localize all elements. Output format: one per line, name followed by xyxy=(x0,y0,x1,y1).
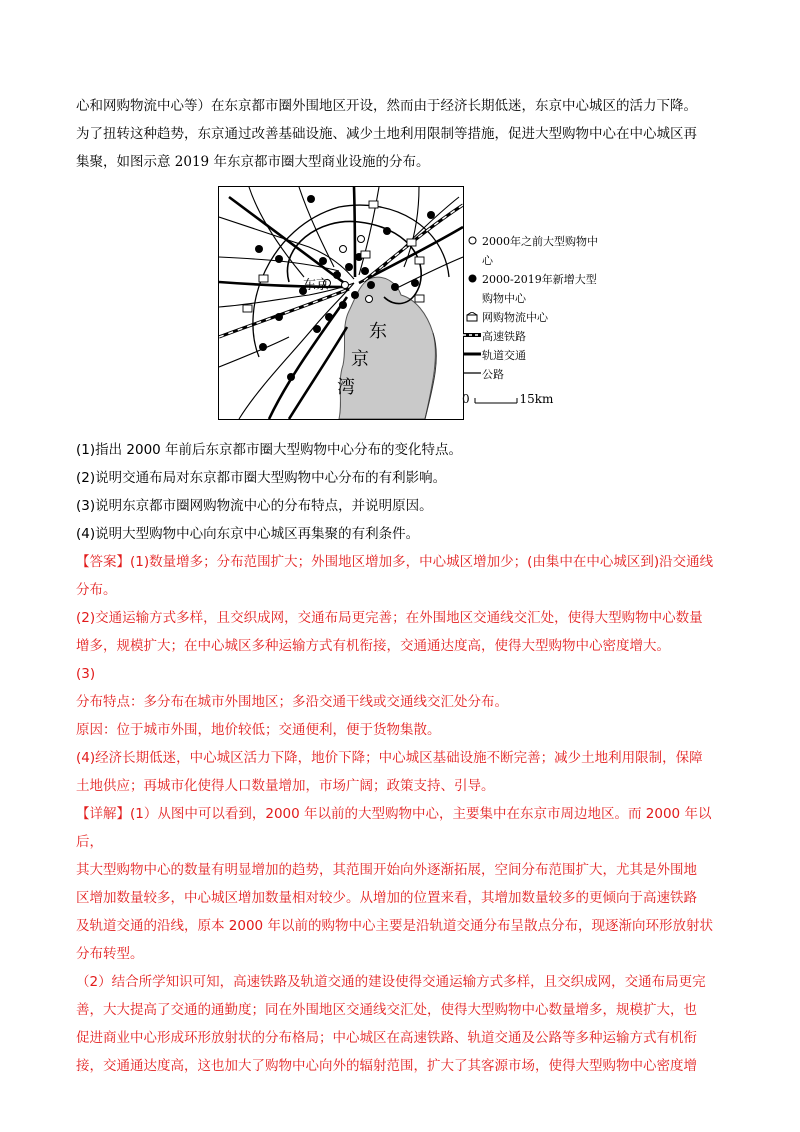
rail-icon xyxy=(462,346,482,358)
detail-line: 善，大大提高了交通的通勤度；同在外围地区交通线交汇处，使得大型购物中心数量增多，规模扩大，也 xyxy=(76,1002,697,1018)
detail-line: 其大型购物中心的数量有明显增加的趋势，其范围开始向外逐渐拓展，空间分布范围扩大，尤其是外围地 xyxy=(76,862,697,878)
legend-label: 网购物流中心 xyxy=(482,311,548,324)
intro-text xyxy=(76,92,726,176)
detail-line: 及轨道交通的沿线，原本 2000 年以前的购物中心主要是沿轨道交通分布呈散点分布，现逐渐向环形放射状 xyxy=(76,918,713,934)
legend-label: 2000年之前大型购物中心 xyxy=(482,235,598,267)
scale-bar xyxy=(462,392,553,406)
detail-line: 接，交通通达度高，这也加大了购物中心向外的辐射范围，扩大了其客源市场，使得大型购物中心密度增 xyxy=(76,1058,697,1074)
legend-label: 公路 xyxy=(482,368,504,381)
detail-line: 促进商业中心形成环形放射状的分布格局；中心城区在高速铁路、轨道交通及公路等多种运输方式有机衔 xyxy=(76,1030,697,1046)
answer-line: 分布。 xyxy=(76,582,117,598)
map-legend xyxy=(462,232,602,384)
detail-line: 【详解】(1）从图中可以看到，2000 年以前的大型购物中心，主要集中在东京市周边地区。而 2000 年以后， xyxy=(76,806,712,850)
detail-line: 区增加数量较多，中心城区增加数量相对较少。从增加的位置来看，其增加数量较多的更倾向于高速铁路 xyxy=(76,890,697,906)
legend-item-pre2000 xyxy=(462,232,602,270)
answer-line: 【答案】(1)数量增多；分布范围扩大；外围地区增加多，中心城区增加少；(由集中在中心城区到)沿交通线 xyxy=(76,554,714,570)
map-label-bay-1: 东 xyxy=(369,321,387,342)
intro-line: 为了扭转这种趋势，东京通过改善基础设施、减少土地利用限制等措施，促进大型购物中心在中心城区再 xyxy=(76,126,697,142)
legend-label: 2000-2019年新增大型购物中心 xyxy=(482,273,597,305)
answer-line: 土地供应；再城市化使得人口数量增加，市场广阔；政策支持、引导。 xyxy=(76,778,495,794)
legend-label: 高速铁路 xyxy=(482,330,526,343)
map-label-tokyo-city: 东京 xyxy=(303,278,330,293)
legend-label: 轨道交通 xyxy=(482,349,526,362)
road-icon xyxy=(462,365,482,377)
scale-zero: 0 xyxy=(462,392,470,406)
map-drawing xyxy=(219,187,463,419)
answer xyxy=(76,548,726,800)
detail-line: （2）结合所学知识可知，高速铁路及轨道交通的建设使得交通运输方式多样，且交织成网，交通布局更完 xyxy=(76,974,706,990)
hs-rail-icon xyxy=(462,327,482,339)
legend-item-rail xyxy=(462,346,602,365)
answer-line: (2)交通运输方式多样，且交织成网，交通布局更完善；在外围地区交通线交汇处，使得大型购物中心数量 xyxy=(76,610,703,626)
hollow-circle-icon xyxy=(462,232,482,245)
answer-line: 增多，规模扩大；在中心城区多种运输方式有机衔接，交通通达度高，使得大型购物中心密度增大。 xyxy=(76,638,670,654)
map-label-bay-2: 京 xyxy=(351,349,369,370)
map-label-bay-3: 湾 xyxy=(337,377,355,398)
detail-line: 分布转型。 xyxy=(76,946,144,962)
question-2: (2)说明交通布局对东京都市圈大型购物中心分布的有利影响。 xyxy=(76,470,447,486)
legend-item-hs-rail xyxy=(462,327,602,346)
legend-item-logistics xyxy=(462,308,602,327)
filled-circle-icon xyxy=(462,270,482,283)
answer-line: (4)经济长期低迷，中心城区活力下降，地价下降；中心城区基础设施不断完善；减少土地利用限制，保障 xyxy=(76,750,703,766)
intro-line: 心和网购物流中心等）在东京都市圈外围地区开设，然而由于经济长期低迷，东京中心城区的活力下降。 xyxy=(76,98,697,114)
detail-explanation xyxy=(76,800,726,1080)
warehouse-icon xyxy=(462,308,482,322)
scale-km: 15km xyxy=(519,392,554,406)
scale-line xyxy=(473,394,519,406)
answer-line: 分布特点：多分布在城市外围地区；多沿交通干线或交通线交汇处分布。 xyxy=(76,694,508,710)
legend-item-road xyxy=(462,365,602,384)
answer-line: (3) xyxy=(76,666,96,682)
questions xyxy=(76,436,726,548)
intro-line: 集聚，如图示意 2019 年东京都市圈大型商业设施的分布。 xyxy=(76,154,430,170)
answer-line: 原因：位于城市外围，地价较低；交通便利，便于货物集散。 xyxy=(76,722,441,738)
question-3: (3)说明东京都市圈网购物流中心的分布特点，并说明原因。 xyxy=(76,498,433,514)
question-1: (1)指出 2000 年前后东京都市圈大型购物中心分布的变化特点。 xyxy=(76,442,463,458)
question-4: (4)说明大型购物中心向东京中心城区再集聚的有利条件。 xyxy=(76,526,420,542)
tokyo-map xyxy=(218,186,464,420)
legend-item-new xyxy=(462,270,602,308)
